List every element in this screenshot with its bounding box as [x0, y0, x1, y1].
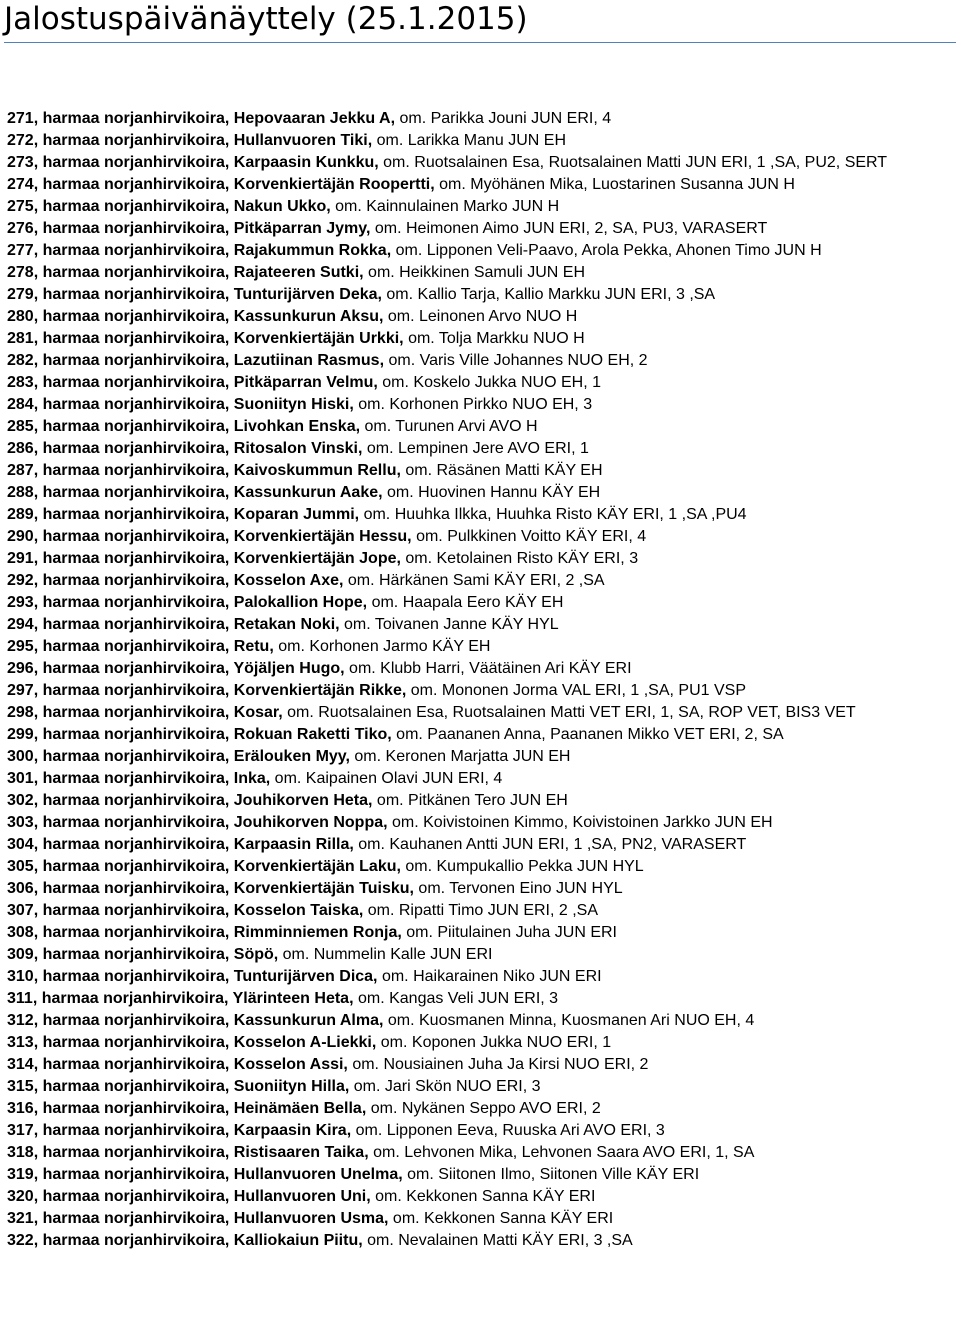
list-item	[7, 1120, 952, 1142]
entry-result: om. Huuhka Ilkka, Huuhka Risto KÄY ERI, 1 ,SA ,PU4	[359, 506, 747, 523]
list-item	[7, 240, 952, 262]
list-item	[7, 922, 952, 944]
entry-result: om. Kainnulainen Marko JUN H	[330, 198, 560, 215]
list-item	[7, 328, 952, 350]
entry-result: om. Lipponen Veli-Paavo, Arola Pekka, Ahonen Timo JUN H	[391, 242, 822, 259]
entry-dog: 297, harmaa norjanhirvikoira, Korvenkiertäjän Rikke,	[7, 682, 407, 699]
entry-result: om. Myöhänen Mika, Luostarinen Susanna JUN H	[434, 176, 795, 193]
list-item	[7, 504, 952, 526]
entry-dog: 295, harmaa norjanhirvikoira, Retu,	[7, 638, 274, 655]
entry-dog: 300, harmaa norjanhirvikoira, Erälouken Myy,	[7, 748, 350, 765]
list-item	[7, 812, 952, 834]
list-item	[7, 394, 952, 416]
list-item	[7, 1164, 952, 1186]
entry-dog: 305, harmaa norjanhirvikoira, Korvenkiertäjän Laku,	[7, 858, 401, 875]
entry-dog: 304, harmaa norjanhirvikoira, Karpaasin Rilla,	[7, 836, 354, 853]
entry-result: om. Kumpukallio Pekka JUN HYL	[400, 858, 644, 875]
entry-dog: 299, harmaa norjanhirvikoira, Rokuan Raketti Tiko,	[7, 726, 392, 743]
list-item	[7, 152, 952, 174]
list-item	[7, 680, 952, 702]
entry-dog: 277, harmaa norjanhirvikoira, Rajakummun Rokka,	[7, 242, 392, 259]
entry-dog: 322, harmaa norjanhirvikoira, Kalliokaiun Piitu,	[7, 1232, 363, 1249]
entry-dog: 309, harmaa norjanhirvikoira, Söpö,	[7, 946, 279, 963]
entry-dog: 289, harmaa norjanhirvikoira, Koparan Jummi,	[7, 506, 360, 523]
list-item	[7, 636, 952, 658]
entry-result: om. Ketolainen Risto KÄY ERI, 3	[400, 550, 639, 567]
entry-result: om. Ruotsalainen Esa, Ruotsalainen Matti VET ERI, 1, SA, ROP VET, BIS3 VET	[282, 704, 856, 721]
list-item	[7, 658, 952, 680]
entry-dog: 302, harmaa norjanhirvikoira, Jouhikorven Heta,	[7, 792, 373, 809]
entry-result: om. Lipponen Eeva, Ruuska Ari AVO ERI, 3	[351, 1122, 665, 1139]
list-item	[7, 1208, 952, 1230]
list-item	[7, 1142, 952, 1164]
entry-dog: 279, harmaa norjanhirvikoira, Tunturijärven Deka,	[7, 286, 382, 303]
entry-result: om. Keronen Marjatta JUN EH	[349, 748, 571, 765]
entry-result: om. Tervonen Eino JUN HYL	[413, 880, 623, 897]
list-item	[7, 746, 952, 768]
entry-dog: 281, harmaa norjanhirvikoira, Korvenkiertäjän Urkki,	[7, 330, 404, 347]
entry-dog: 275, harmaa norjanhirvikoira, Nakun Ukko,	[7, 198, 331, 215]
entry-result: om. Korhonen Jarmo KÄY EH	[273, 638, 491, 655]
entry-result: om. Lempinen Jere AVO ERI, 1	[362, 440, 589, 457]
entry-list	[7, 108, 952, 1252]
entry-result: om. Kauhanen Antti JUN ERI, 1 ,SA, PN2, VARASERT	[353, 836, 747, 853]
entry-result: om. Haapala Eero KÄY EH	[367, 594, 564, 611]
entry-result: om. Kaipainen Olavi JUN ERI, 4	[270, 770, 503, 787]
entry-dog: 294, harmaa norjanhirvikoira, Retakan Noki,	[7, 616, 340, 633]
list-item	[7, 724, 952, 746]
list-item	[7, 614, 952, 636]
entry-dog: 278, harmaa norjanhirvikoira, Rajateeren Sutki,	[7, 264, 364, 281]
entry-dog: 271, harmaa norjanhirvikoira, Hepovaaran Jekku A,	[7, 110, 396, 127]
list-item	[7, 790, 952, 812]
list-item	[7, 1076, 952, 1098]
entry-dog: 306, harmaa norjanhirvikoira, Korvenkiertäjän Tuisku,	[7, 880, 414, 897]
entry-result: om. Haikarainen Niko JUN ERI	[377, 968, 602, 985]
entry-dog: 286, harmaa norjanhirvikoira, Ritosalon Vinski,	[7, 440, 363, 457]
entry-result: om. Heikkinen Samuli JUN EH	[363, 264, 585, 281]
entry-result: om. Pulkkinen Voitto KÄY ERI, 4	[411, 528, 647, 545]
entry-result: om. Leinonen Arvo NUO H	[383, 308, 578, 325]
entry-dog: 303, harmaa norjanhirvikoira, Jouhikorven Noppa,	[7, 814, 388, 831]
list-item	[7, 196, 952, 218]
list-item	[7, 1010, 952, 1032]
list-item	[7, 284, 952, 306]
list-item	[7, 702, 952, 724]
list-item	[7, 1098, 952, 1120]
entry-result: om. Heimonen Aimo JUN ERI, 2, SA, PU3, VARASERT	[370, 220, 768, 237]
entry-result: om. Jari Skön NUO ERI, 3	[349, 1078, 541, 1095]
list-item	[7, 438, 952, 460]
entry-result: om. Ripatti Timo JUN ERI, 2 ,SA	[363, 902, 599, 919]
entry-result: om. Turunen Arvi AVO H	[360, 418, 538, 435]
entry-dog: 282, harmaa norjanhirvikoira, Lazutiinan Rasmus,	[7, 352, 385, 369]
list-item	[7, 1186, 952, 1208]
entry-result: om. Piitulainen Juha JUN ERI	[401, 924, 617, 941]
entry-dog: 288, harmaa norjanhirvikoira, Kassunkurun Aake,	[7, 484, 383, 501]
list-item	[7, 570, 952, 592]
entry-dog: 320, harmaa norjanhirvikoira, Hullanvuoren Uni,	[7, 1188, 371, 1205]
entry-result: om. Korhonen Pirkko NUO EH, 3	[353, 396, 593, 413]
entry-dog: 319, harmaa norjanhirvikoira, Hullanvuoren Unelma,	[7, 1166, 403, 1183]
list-item	[7, 108, 952, 130]
entry-result: om. Koivistoinen Kimmo, Koivistoinen Jarkko JUN EH	[387, 814, 773, 831]
entry-dog: 283, harmaa norjanhirvikoira, Pitkäparran Velmu,	[7, 374, 378, 391]
list-item	[7, 988, 952, 1010]
entry-result: om. Varis Ville Johannes NUO EH, 2	[384, 352, 648, 369]
entry-result: om. Nummelin Kalle JUN ERI	[278, 946, 493, 963]
list-item	[7, 526, 952, 548]
entry-result: om. Parikka Jouni JUN ERI, 4	[395, 110, 612, 127]
entry-dog: 290, harmaa norjanhirvikoira, Korvenkiertäjän Hessu,	[7, 528, 412, 545]
entry-dog: 287, harmaa norjanhirvikoira, Kaivoskummun Rellu,	[7, 462, 401, 479]
entry-dog: 285, harmaa norjanhirvikoira, Livohkan Enska,	[7, 418, 361, 435]
list-item	[7, 768, 952, 790]
entry-dog: 292, harmaa norjanhirvikoira, Kosselon Axe,	[7, 572, 344, 589]
entry-result: om. Nykänen Seppo AVO ERI, 2	[366, 1100, 601, 1117]
list-item	[7, 548, 952, 570]
list-item	[7, 372, 952, 394]
entry-dog: 308, harmaa norjanhirvikoira, Rimminniemen Ronja,	[7, 924, 402, 941]
list-item	[7, 174, 952, 196]
entry-dog: 291, harmaa norjanhirvikoira, Korvenkiertäjän Jope,	[7, 550, 401, 567]
entry-dog: 293, harmaa norjanhirvikoira, Palokallion Hope,	[7, 594, 368, 611]
list-item	[7, 460, 952, 482]
list-item	[7, 262, 952, 284]
list-item	[7, 592, 952, 614]
entry-dog: 318, harmaa norjanhirvikoira, Ristisaaren Taika,	[7, 1144, 369, 1161]
entry-dog: 296, harmaa norjanhirvikoira, Yöjäljen Hugo,	[7, 660, 345, 677]
entry-result: om. Koskelo Jukka NUO EH, 1	[377, 374, 602, 391]
list-item	[7, 944, 952, 966]
list-item	[7, 1230, 952, 1252]
entry-dog: 298, harmaa norjanhirvikoira, Kosar,	[7, 704, 283, 721]
entry-dog: 310, harmaa norjanhirvikoira, Tunturijärven Dica,	[7, 968, 378, 985]
entry-result: om. Ruotsalainen Esa, Ruotsalainen Matti JUN ERI, 1 ,SA, PU2, SERT	[378, 154, 888, 171]
entry-result: om. Nevalainen Matti KÄY ERI, 3 ,SA	[362, 1232, 633, 1249]
entry-result: om. Mononen Jorma VAL ERI, 1 ,SA, PU1 VSP	[406, 682, 746, 699]
list-item	[7, 218, 952, 240]
list-item	[7, 878, 952, 900]
entry-result: om. Kekkonen Sanna KÄY ERI	[388, 1210, 614, 1227]
entry-dog: 311, harmaa norjanhirvikoira, Ylärinteen Heta,	[7, 990, 354, 1007]
entry-dog: 273, harmaa norjanhirvikoira, Karpaasin Kunkku,	[7, 154, 379, 171]
entry-dog: 280, harmaa norjanhirvikoira, Kassunkurun Aksu,	[7, 308, 384, 325]
entry-result: om. Tolja Markku NUO H	[403, 330, 585, 347]
entry-result: om. Klubb Harri, Väätäinen Ari KÄY ERI	[344, 660, 632, 677]
entry-result: om. Siitonen Ilmo, Siitonen Ville KÄY ERI	[402, 1166, 700, 1183]
entry-dog: 307, harmaa norjanhirvikoira, Kosselon Taiska,	[7, 902, 364, 919]
entry-result: om. Kuosmanen Minna, Kuosmanen Ari NUO EH, 4	[383, 1012, 755, 1029]
entry-dog: 274, harmaa norjanhirvikoira, Korvenkiertäjän Roopertti,	[7, 176, 435, 193]
title-underline	[4, 42, 956, 43]
entry-result: om. Toivanen Janne KÄY HYL	[339, 616, 559, 633]
entry-result: om. Larikka Manu JUN EH	[372, 132, 567, 149]
entry-dog: 272, harmaa norjanhirvikoira, Hullanvuoren Tiki,	[7, 132, 373, 149]
entry-dog: 314, harmaa norjanhirvikoira, Kosselon Assi,	[7, 1056, 348, 1073]
entry-result: om. Koponen Jukka NUO ERI, 1	[376, 1034, 612, 1051]
list-item	[7, 306, 952, 328]
entry-dog: 321, harmaa norjanhirvikoira, Hullanvuoren Usma,	[7, 1210, 389, 1227]
list-item	[7, 130, 952, 152]
list-item	[7, 482, 952, 504]
entry-result: om. Paananen Anna, Paananen Mikko VET ERI, 2, SA	[391, 726, 784, 743]
list-item	[7, 834, 952, 856]
list-item	[7, 416, 952, 438]
entry-dog: 313, harmaa norjanhirvikoira, Kosselon A-Liekki,	[7, 1034, 377, 1051]
entry-dog: 315, harmaa norjanhirvikoira, Suoniityn Hilla,	[7, 1078, 350, 1095]
entry-dog: 312, harmaa norjanhirvikoira, Kassunkurun Alma,	[7, 1012, 384, 1029]
list-item	[7, 1032, 952, 1054]
list-item	[7, 856, 952, 878]
entry-dog: 284, harmaa norjanhirvikoira, Suoniityn Hiski,	[7, 396, 354, 413]
list-item	[7, 966, 952, 988]
entry-result: om. Pitkänen Tero JUN EH	[372, 792, 568, 809]
page-title: Jalostuspäivänäyttely (25.1.2015)	[4, 1, 528, 37]
entry-result: om. Nousiainen Juha Ja Kirsi NUO ERI, 2	[347, 1056, 649, 1073]
entry-result: om. Räsänen Matti KÄY EH	[400, 462, 603, 479]
entry-result: om. Kallio Tarja, Kallio Markku JUN ERI, 3 ,SA	[381, 286, 716, 303]
entry-result: om. Huovinen Hannu KÄY EH	[382, 484, 601, 501]
list-item	[7, 350, 952, 372]
entry-result: om. Kekkonen Sanna KÄY ERI	[370, 1188, 596, 1205]
list-item	[7, 1054, 952, 1076]
entry-result: om. Lehvonen Mika, Lehvonen Saara AVO ERI, 1, SA	[368, 1144, 755, 1161]
entry-result: om. Kangas Veli JUN ERI, 3	[353, 990, 559, 1007]
entry-dog: 301, harmaa norjanhirvikoira, Inka,	[7, 770, 271, 787]
entry-dog: 317, harmaa norjanhirvikoira, Karpaasin Kira,	[7, 1122, 352, 1139]
list-item	[7, 900, 952, 922]
entry-dog: 316, harmaa norjanhirvikoira, Heinämäen Bella,	[7, 1100, 367, 1117]
entry-dog: 276, harmaa norjanhirvikoira, Pitkäparran Jymy,	[7, 220, 371, 237]
entry-result: om. Härkänen Sami KÄY ERI, 2 ,SA	[343, 572, 605, 589]
